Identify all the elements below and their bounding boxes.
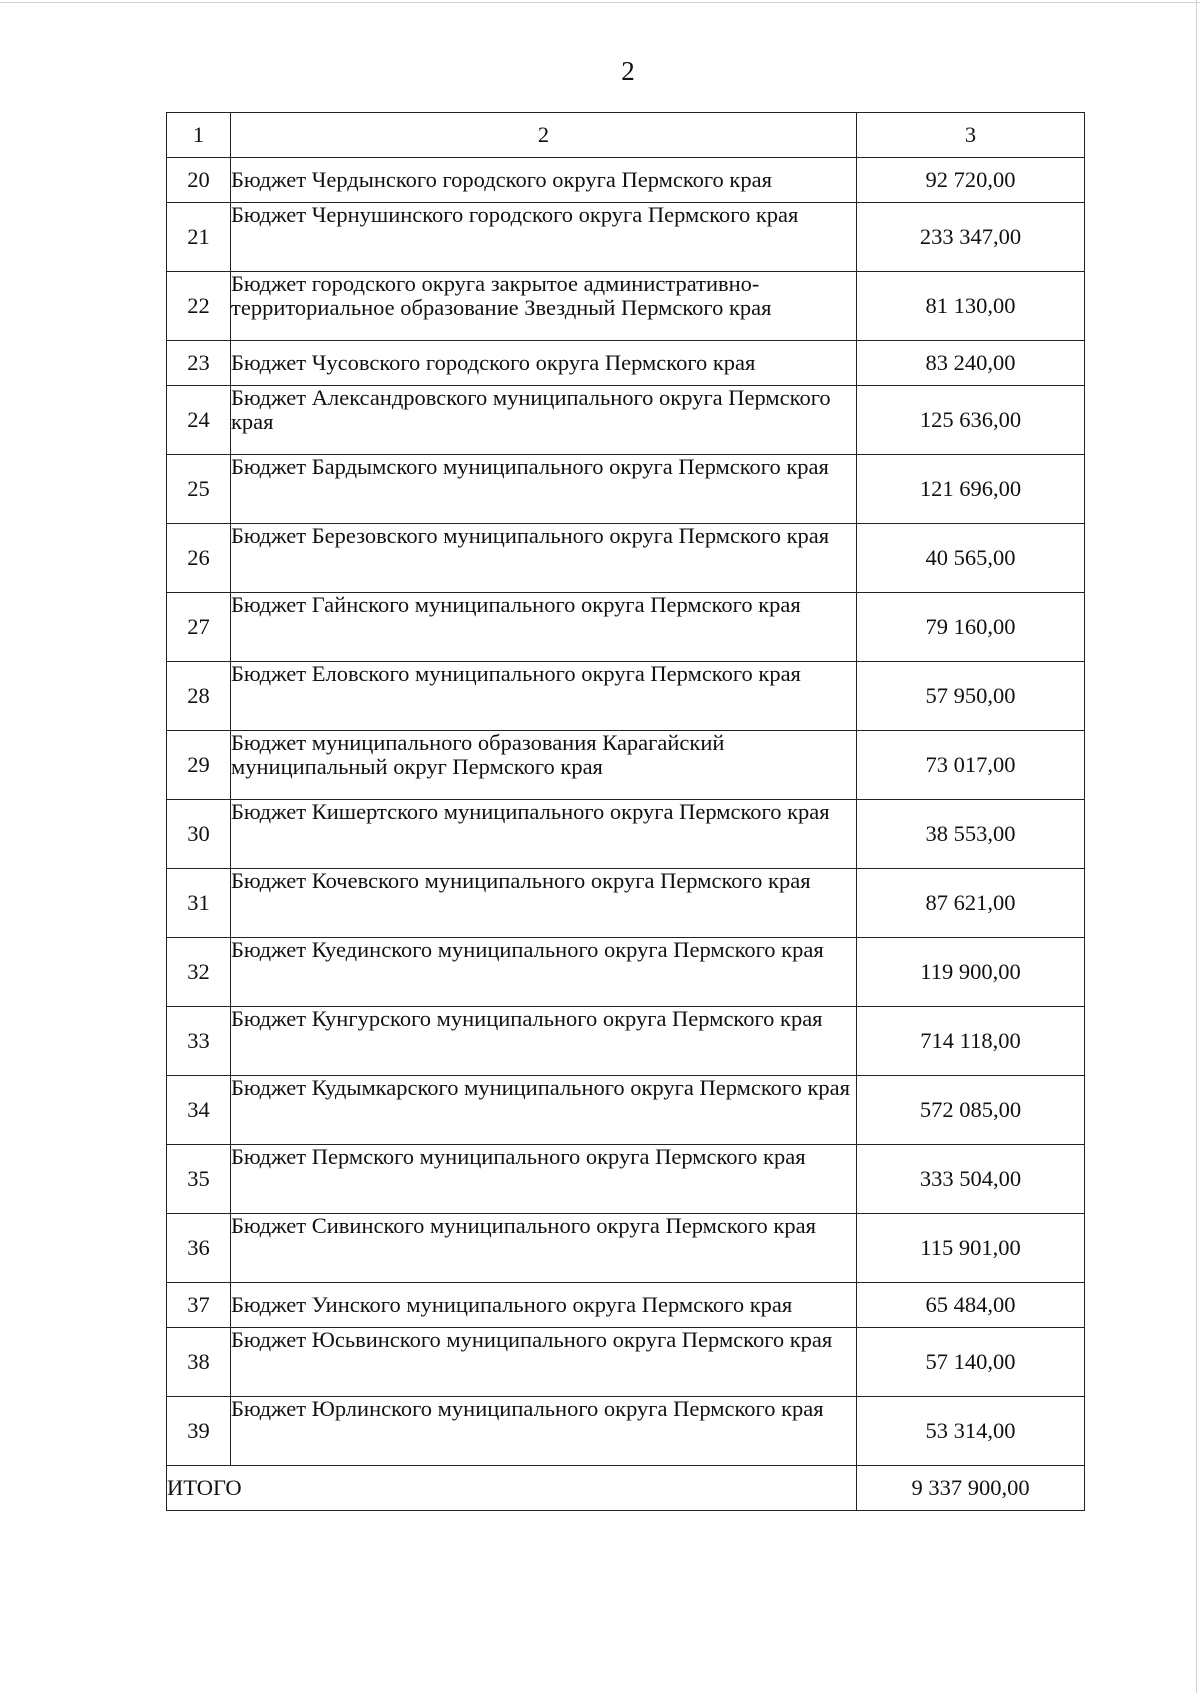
row-amount: 65 484,00 — [857, 1283, 1085, 1328]
row-amount: 121 696,00 — [857, 455, 1085, 524]
table-row — [167, 158, 1085, 203]
column-header-number: 1 — [167, 113, 231, 158]
table-row — [167, 386, 1085, 455]
row-amount: 83 240,00 — [857, 341, 1085, 386]
row-budget-name: Бюджет Кочевского муниципального округа Пермского края — [231, 869, 857, 938]
row-budget-name: Бюджет городского округа закрытое административно-территориальное образование Звездный Пермского края — [231, 272, 857, 341]
row-amount: 714 118,00 — [857, 1007, 1085, 1076]
total-label: ИТОГО — [167, 1466, 857, 1511]
table-row — [167, 1328, 1085, 1397]
row-budget-name: Бюджет Чердынского городского округа Пермского края — [231, 158, 857, 203]
row-amount: 40 565,00 — [857, 524, 1085, 593]
table-row — [167, 1007, 1085, 1076]
table-row — [167, 869, 1085, 938]
row-amount: 57 950,00 — [857, 662, 1085, 731]
page-number: 2 — [621, 56, 635, 86]
table-row — [167, 203, 1085, 272]
row-budget-name: Бюджет Уинского муниципального округа Пермского края — [231, 1283, 857, 1328]
table-row — [167, 938, 1085, 1007]
table-row — [167, 455, 1085, 524]
row-number: 23 — [167, 341, 231, 386]
table-row — [167, 800, 1085, 869]
budget-table — [166, 112, 1085, 1511]
table-row — [167, 731, 1085, 800]
row-amount: 233 347,00 — [857, 203, 1085, 272]
row-number: 25 — [167, 455, 231, 524]
row-budget-name: Бюджет Еловского муниципального округа Пермского края — [231, 662, 857, 731]
row-number: 28 — [167, 662, 231, 731]
row-amount: 92 720,00 — [857, 158, 1085, 203]
table-row — [167, 1283, 1085, 1328]
row-number: 30 — [167, 800, 231, 869]
row-amount: 119 900,00 — [857, 938, 1085, 1007]
row-budget-name: Бюджет Александровского муниципального округа Пермского края — [231, 386, 857, 455]
table-row — [167, 1145, 1085, 1214]
row-budget-name: Бюджет Гайнского муниципального округа Пермского края — [231, 593, 857, 662]
table-row — [167, 1397, 1085, 1466]
row-budget-name: Бюджет муниципального образования Карагайский муниципальный округ Пермского края — [231, 731, 857, 800]
row-amount: 572 085,00 — [857, 1076, 1085, 1145]
row-budget-name: Бюджет Сивинского муниципального округа Пермского края — [231, 1214, 857, 1283]
row-budget-name: Бюджет Кунгурского муниципального округа Пермского края — [231, 1007, 857, 1076]
row-amount: 57 140,00 — [857, 1328, 1085, 1397]
row-amount: 38 553,00 — [857, 800, 1085, 869]
row-budget-name: Бюджет Куединского муниципального округа Пермского края — [231, 938, 857, 1007]
row-number: 20 — [167, 158, 231, 203]
table-row — [167, 341, 1085, 386]
row-amount: 333 504,00 — [857, 1145, 1085, 1214]
row-budget-name: Бюджет Пермского муниципального округа Пермского края — [231, 1145, 857, 1214]
row-budget-name: Бюджет Кишертского муниципального округа Пермского края — [231, 800, 857, 869]
row-number: 37 — [167, 1283, 231, 1328]
row-amount: 81 130,00 — [857, 272, 1085, 341]
row-amount: 73 017,00 — [857, 731, 1085, 800]
row-number: 31 — [167, 869, 231, 938]
row-amount: 79 160,00 — [857, 593, 1085, 662]
row-number: 38 — [167, 1328, 231, 1397]
row-budget-name: Бюджет Березовского муниципального округа Пермского края — [231, 524, 857, 593]
row-number: 21 — [167, 203, 231, 272]
row-number: 36 — [167, 1214, 231, 1283]
row-number: 39 — [167, 1397, 231, 1466]
row-budget-name: Бюджет Кудымкарского муниципального округа Пермского края — [231, 1076, 857, 1145]
table-body — [167, 158, 1085, 1511]
row-number: 27 — [167, 593, 231, 662]
row-budget-name: Бюджет Юрлинского муниципального округа Пермского края — [231, 1397, 857, 1466]
row-budget-name: Бюджет Бардымского муниципального округа Пермского края — [231, 455, 857, 524]
scan-edge-top — [0, 2, 1200, 3]
table-row — [167, 593, 1085, 662]
table-row — [167, 1214, 1085, 1283]
total-amount: 9 337 900,00 — [857, 1466, 1085, 1511]
row-number: 22 — [167, 272, 231, 341]
row-number: 32 — [167, 938, 231, 1007]
table-row — [167, 1076, 1085, 1145]
column-header-value: 3 — [857, 113, 1085, 158]
row-number: 24 — [167, 386, 231, 455]
row-number: 29 — [167, 731, 231, 800]
row-amount: 87 621,00 — [857, 869, 1085, 938]
row-budget-name: Бюджет Чусовского городского округа Пермского края — [231, 341, 857, 386]
table-row — [167, 524, 1085, 593]
row-budget-name: Бюджет Юсьвинского муниципального округа Пермского края — [231, 1328, 857, 1397]
row-number: 26 — [167, 524, 231, 593]
row-amount: 53 314,00 — [857, 1397, 1085, 1466]
row-amount: 125 636,00 — [857, 386, 1085, 455]
table-total-row — [167, 1466, 1085, 1511]
row-amount: 115 901,00 — [857, 1214, 1085, 1283]
table-row — [167, 272, 1085, 341]
row-number: 34 — [167, 1076, 231, 1145]
table-row — [167, 662, 1085, 731]
table-header-row — [167, 113, 1085, 158]
scan-edge-right — [1196, 0, 1197, 1693]
row-number: 33 — [167, 1007, 231, 1076]
row-number: 35 — [167, 1145, 231, 1214]
row-budget-name: Бюджет Чернушинского городского округа Пермского края — [231, 203, 857, 272]
column-header-name: 2 — [231, 113, 857, 158]
